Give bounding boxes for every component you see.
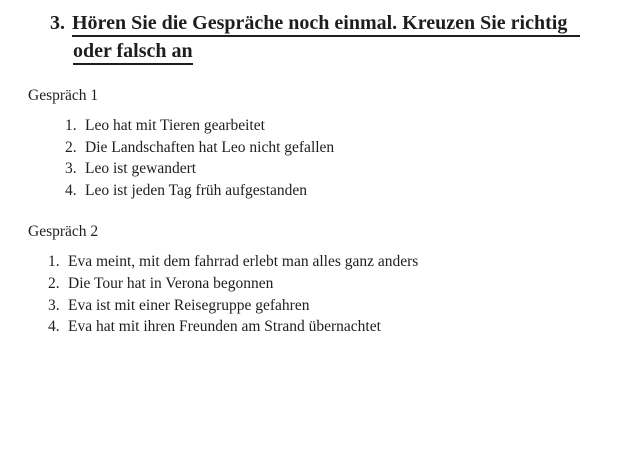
item-text: Die Landschaften hat Leo nicht gefallen xyxy=(85,138,335,156)
item-text: Eva hat mit ihren Freunden am Strand übernachtet xyxy=(68,318,381,336)
exercise-title-line1: Hören Sie die Gespräche noch einmal. Kreuzen Sie richtig xyxy=(72,12,580,37)
item-text: Die Tour hat in Verona begonnen xyxy=(68,274,274,292)
list-item xyxy=(0,295,620,317)
item-number: 2. xyxy=(65,138,77,156)
list-item xyxy=(0,180,620,202)
list-item xyxy=(0,115,620,137)
item-text: Leo ist gewandert xyxy=(85,160,197,178)
item-text: Leo ist jeden Tag früh aufgestanden xyxy=(85,181,308,199)
section-heading: Gespräch 2 xyxy=(28,223,99,241)
item-text: Leo hat mit Tieren gearbeitet xyxy=(85,117,265,134)
section-gespraech-1 xyxy=(0,86,620,201)
section-gespraech-2 xyxy=(0,222,620,337)
list-item xyxy=(0,251,620,273)
list-item xyxy=(0,158,620,180)
exercise-title xyxy=(50,9,612,65)
item-number: 1. xyxy=(65,117,77,134)
item-text: Eva ist mit einer Reisegruppe gefahren xyxy=(68,296,310,314)
list-item xyxy=(0,316,620,338)
exercise-title-line2-wrap xyxy=(50,37,612,65)
list-item xyxy=(0,137,620,159)
item-number: 1. xyxy=(48,253,60,271)
item-number: 4. xyxy=(48,318,60,336)
exercise-title-line2: oder falsch an xyxy=(73,40,193,65)
item-text: Eva meint, mit dem fahrrad erlebt man alles ganz anders xyxy=(68,253,419,271)
item-number: 2. xyxy=(48,274,60,292)
item-number: 3. xyxy=(48,296,60,314)
section-heading: Gespräch 1 xyxy=(28,87,99,104)
item-number: 4. xyxy=(65,181,77,199)
statement-list xyxy=(0,251,620,337)
exercise-number: 3. xyxy=(50,12,65,34)
list-item xyxy=(0,273,620,295)
item-number: 3. xyxy=(65,160,77,178)
statement-list xyxy=(0,115,620,201)
